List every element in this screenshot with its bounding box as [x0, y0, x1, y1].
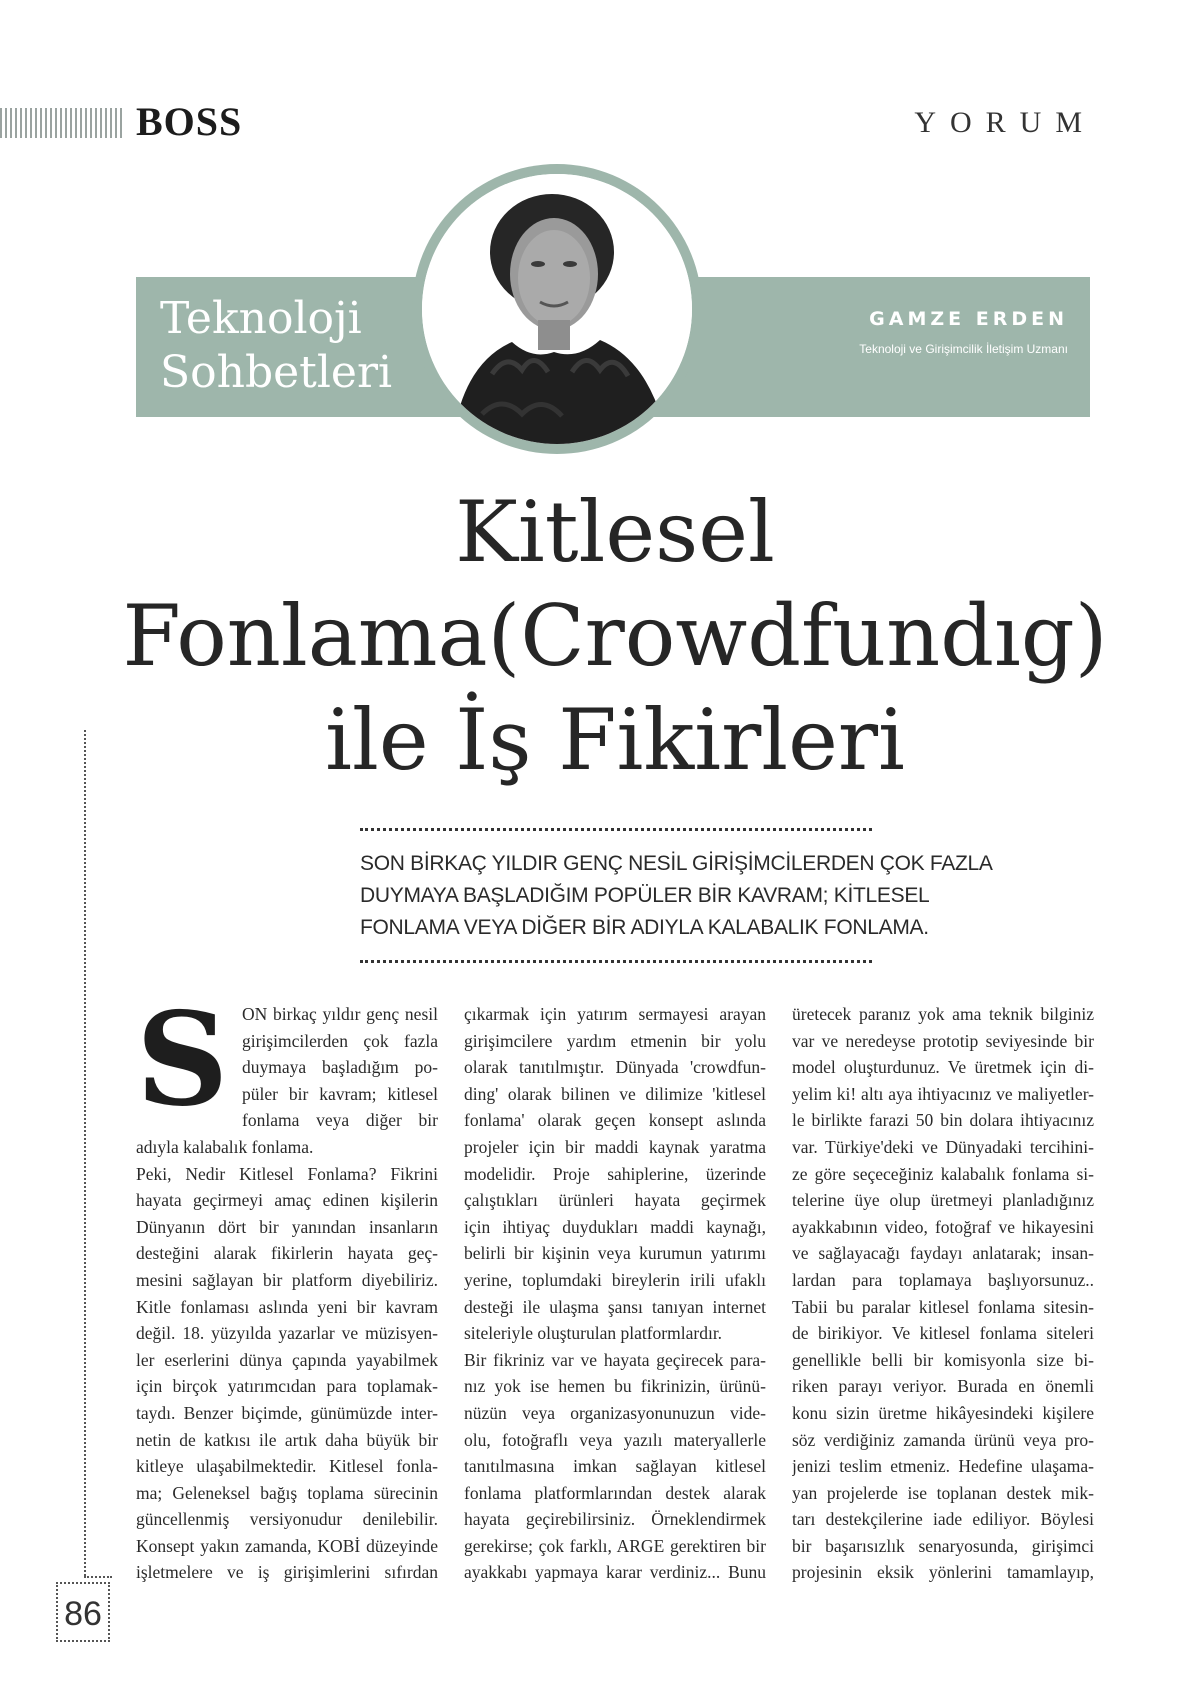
body-text-line: güncellenmiş versiyonudur denilebilir. [136, 1509, 438, 1530]
header-stripe-decoration [0, 108, 122, 138]
body-text-line: girişimcilere yardım etmenin bir yolu [464, 1030, 766, 1051]
body-text-line: yan projelerde ise toplanan destek mik- [792, 1482, 1094, 1503]
body-text-line: püler bir kavram; kitlesel [242, 1083, 438, 1104]
body-text-line: işletmelere ve iş girişimlerini sıfırdan [136, 1562, 438, 1583]
body-text-line: kitleye ulaşabilmektedir. Kitlesel fonla- [136, 1456, 438, 1477]
body-text-line: fonlama veya diğer bir [242, 1110, 438, 1131]
headline-line: ile İş Fikirleri [325, 691, 905, 789]
standfirst-line: FONLAMA VEYA DİĞER BİR ADIYLA KALABALIK FONLAMA. [360, 916, 929, 939]
body-text-line: için birçok yatırımcıdan para toplamak- [136, 1376, 438, 1397]
body-text-line: ding' olarak bilinen ve dilimize 'kitlesel [464, 1083, 766, 1104]
body-text-line: de birikiyor. Ve kitlesel fonlama siteleri [792, 1323, 1094, 1344]
body-text-line: fonlama' olarak geçen konsept aslında [464, 1110, 766, 1131]
body-text-line: projeler için bir maddi kaynak yaratma [464, 1136, 766, 1157]
body-text-line: hayata geçirebilirsiniz. Örneklendirmek [464, 1509, 766, 1530]
body-text-line: taydı. Benzer biçimde, günümüzde inter- [136, 1402, 438, 1423]
body-text-line: yelim ki! altı aya ihtiyacınız ve maliyetler- [792, 1083, 1094, 1104]
body-text-line: tarı destekçilerine iade ediliyor. Böylesi [792, 1509, 1094, 1530]
body-text-line: Konsept yakın zamanda, KOBİ düzeyinde [136, 1535, 438, 1556]
body-text-line: lardan para toplamaya başlıyorsunuz.. [792, 1269, 1094, 1290]
body-text-line: model oluşturdunuz. Ve üretmek için di- [792, 1057, 1094, 1078]
body-text-line: modelidir. Proje sahiplerine, üzerinde [464, 1163, 766, 1184]
body-column-1 [136, 1001, 438, 1586]
article-headline [100, 480, 1130, 792]
author-name: GAMZE ERDEN [869, 308, 1068, 330]
body-text-line: telerine üye olup üretmeyi planladığınız [792, 1190, 1094, 1211]
body-text-line: bir başarısızlık senaryosunda, girişimci [792, 1535, 1094, 1556]
body-text-line: netin de katkısı ile artık daha büyük bir [136, 1429, 438, 1450]
body-text-line: olu, fotoğraflı veya yazılı materyallerle [464, 1429, 766, 1450]
body-text-line: nız yok ise hemen bu fikrinizin, ürünü- [464, 1376, 766, 1397]
headline-line: Fonlama(Crowdfundıg) [122, 587, 1108, 685]
body-text-line: hayata geçirmeyi amaç edinen kişilerin [136, 1190, 438, 1211]
body-text-line: desteğini alarak fikirlerin hayata geç- [136, 1243, 438, 1264]
body-text-line: gerekirse; çok farklı, ARGE gerektiren bir [464, 1535, 766, 1556]
body-text-line: ON birkaç yıldır genç nesil [242, 1004, 438, 1024]
page-number: 86 [56, 1582, 110, 1642]
body-text-line: tanıtılmasına imkan sağlayan kitlesel [464, 1456, 766, 1477]
standfirst-line: SON BİRKAÇ YILDIR GENÇ NESİL GİRİŞİMCİLERDEN ÇOK FAZLA [360, 852, 993, 875]
body-text-line: Tabii bu paralar kitlesel fonlama sitesin- [792, 1296, 1094, 1317]
standfirst-bottom-rule [360, 960, 872, 963]
magazine-logo: BOSS [136, 99, 243, 144]
body-text-line: ve sağlayacağı faydayı anlatarak; insan- [792, 1243, 1094, 1264]
body-text-line: desteği ile ulaşma şansı tanıyan internet [464, 1296, 766, 1317]
body-column-2 [464, 1001, 766, 1586]
body-text-line: ze göre seçeceğiniz kalabalık fonlama si- [792, 1163, 1094, 1184]
body-text-line: yerine, toplumdaki bireylerin irili ufaklı [464, 1269, 766, 1290]
section-label: YORUM [914, 106, 1096, 139]
page-margin-dotted-line [84, 730, 86, 1576]
body-text-line: Bir fikriniz var ve hayata geçirecek para- [464, 1349, 766, 1370]
standfirst-top-rule [360, 828, 872, 831]
body-text-line: genellikle belli bir komisyonla size bi- [792, 1349, 1094, 1370]
column-title-line: Sohbetleri [160, 347, 393, 398]
author-portrait-photo [422, 174, 692, 444]
body-text-line: çalıştıkları ürünleri hayata geçirmek [464, 1190, 766, 1211]
body-text-line: jenizi teslim etmeniz. Hedefine ulaşama- [792, 1456, 1094, 1477]
body-text-line: Dünyanın dört bir yanından insanların [136, 1216, 438, 1237]
body-text-line: adıyla kalabalık fonlama. [136, 1136, 314, 1157]
body-text-line: olarak tanıtılmıştır. Dünyada 'crowdfun- [464, 1057, 766, 1078]
column-title-line: Teknoloji [160, 293, 362, 344]
body-text-line: siteleriyle oluşturulan platformlardır. [464, 1323, 723, 1344]
body-text-line: var. Türkiye'deki ve Dünyadaki tercihini- [792, 1136, 1094, 1157]
body-text-line: ayakkabı yapmaya karar verdiniz... Bunu [464, 1562, 766, 1583]
body-text-line: belirli bir kişinin veya kurumun yatırımı [464, 1243, 766, 1264]
body-text-line: riken parayı veriyor. Burada en önemli [792, 1376, 1094, 1397]
body-text-line: fonlama platformlarından destek alarak [464, 1482, 766, 1503]
article-standfirst [360, 848, 993, 944]
headline-line: Kitlesel [455, 483, 775, 581]
body-text-line: var ve neredeyse prototip seviyesinde bir [792, 1030, 1094, 1051]
body-text-line: ler eserlerini dünya çapında yayabilmek [136, 1349, 438, 1370]
portrait-illustration [422, 174, 692, 444]
column-title [160, 292, 420, 400]
body-text-line: konu sizin üretme hikâyesindeki kişilere [792, 1402, 1094, 1423]
body-text-line: nüzün veya organizasyonunuzun vide- [464, 1402, 766, 1423]
body-text-line: duymaya başladığım po- [242, 1057, 438, 1078]
body-text-line: değil. 18. yüzyılda yazarlar ve müzisyen- [136, 1323, 438, 1344]
body-text-line: projesinin eksik yönlerini tamamlayıp, [792, 1562, 1094, 1583]
body-text-line: mesini sağlayan bir platform diyebiliriz. [136, 1269, 438, 1290]
author-role: Teknoloji ve Girişimcilik İletişim Uzmanı [859, 342, 1068, 356]
body-text-line: Peki, Nedir Kitlesel Fonlama? Fikrini [136, 1163, 438, 1184]
body-text-line: söz verdiğiniz zamanda ürünü veya pro- [792, 1429, 1094, 1450]
body-text-line: le birlikte farazi 50 bin dolara ihtiyacınız [792, 1110, 1094, 1131]
body-text-line: için ihtiyaç duydukları maddi kaynağı, [464, 1216, 766, 1237]
page-margin-dotted-connector [84, 1576, 112, 1578]
body-text-line: girişimcilerden çok fazla [242, 1030, 438, 1051]
body-text-line: ayakkabının video, fotoğraf ve hikayesini [792, 1216, 1094, 1237]
body-text-line: Kitle fonlaması aslında yeni bir kavram [136, 1296, 438, 1317]
body-text-line: üretecek paranız yok ama teknik bilginiz [792, 1004, 1094, 1024]
drop-cap: S [136, 985, 229, 1135]
body-text-line: ma; Geleneksel bağış toplama sürecinin [136, 1482, 438, 1503]
body-column-3 [792, 1001, 1094, 1586]
standfirst-line: DUYMAYA BAŞLADIĞIM POPÜLER BİR KAVRAM; KİTLESEL [360, 884, 930, 907]
body-text-line: çıkarmak için yatırım sermayesi arayan [464, 1004, 766, 1024]
